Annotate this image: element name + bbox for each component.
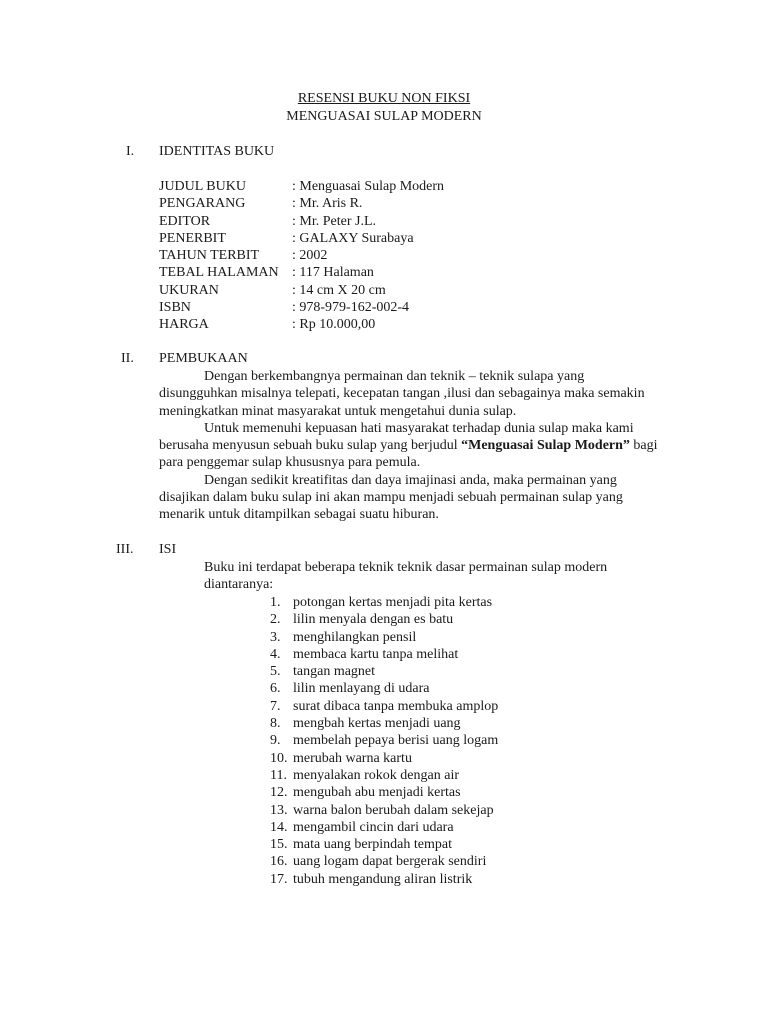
list-item [270,594,498,611]
identity-label: EDITOR [159,213,211,229]
identity-label: TAHUN TERBIT [159,248,260,264]
list-text: potongan kertas menjadi pita kertas [293,595,493,610]
identity-label: PENERBIT [159,230,226,246]
list-text: membelah pepaya berisi uang logam [293,733,499,749]
book-title-heading: MENGUASAI SULAP MODERN [286,109,482,124]
list-item [270,629,498,646]
identity-label: TEBAL HALAMAN [159,265,279,281]
section-number-identitas: I. [126,144,135,159]
isi-intro: Buku ini terdapat beberapa teknik teknik dasar permainan sulap modern diantaranya: [204,560,608,593]
list-item [270,853,498,870]
list-text: mengubah abu menjadi kertas [293,785,461,801]
paragraph-text: Untuk memenuhi kepuasan hati masyarakat terhadap dunia sulap maka kami berusaha menyusun sebuah buku sulap yang berjudul [159,420,634,454]
list-item [270,663,498,680]
section-number-isi: III. [116,542,134,557]
list-text: uang logam dapat bergerak sendiri [293,854,487,870]
list-number: 12. [270,785,288,801]
list-number: 14. [270,819,288,835]
identity-value: : Rp 10.000,00 [292,317,376,333]
identity-label: HARGA [159,317,209,333]
list-item [270,732,498,749]
list-text: menyalakan rokok dengan air [293,767,459,783]
list-number: 8. [270,716,281,732]
identity-label: ISBN [159,300,191,316]
identity-value: : 117 Halaman [292,265,374,281]
list-number: 10. [270,750,288,766]
identity-label: JUDUL BUKU [159,179,246,194]
list-number: 13. [270,802,288,818]
list-number: 16. [270,854,288,870]
list-number: 5. [270,664,281,680]
list-text: lilin menyala dengan es batu [293,612,454,628]
list-text: membaca kartu tanpa melihat [293,646,459,662]
list-number: 11. [270,767,287,783]
section-title-isi: ISI [159,542,177,557]
pembukaan-body [159,368,659,524]
list-item [270,767,498,784]
section-title-pembukaan: PEMBUKAAN [159,351,248,366]
identity-value: : Mr. Aris R. [292,196,363,212]
list-item [270,836,498,853]
identity-value: : 2002 [292,248,328,264]
list-number: 4. [270,646,281,662]
list-item [270,698,498,715]
list-text: tangan magnet [293,664,376,680]
list-number: 1. [270,595,281,610]
pembukaan-paragraph-3: Dengan sedikit kreatifitas dan daya imajinasi anda, maka permainan yang disajikan dalam buku sulap ini akan mampu menjadi sebuah permainan sulap yang menarik untuk ditampilkan sebagai suatu hiburan. [159,472,623,523]
technique-list [270,594,498,888]
list-text: warna balon berubah dalam sekejap [293,802,494,818]
document-title: RESENSI BUKU NON FIKSI [297,91,471,106]
identity-value: : 978-979-162-002-4 [292,300,410,316]
identity-value: : Menguasai Sulap Modern [292,179,445,194]
list-item [270,802,498,819]
identity-value: : GALAXY Surabaya [292,230,414,246]
list-number: 17. [270,871,288,887]
list-text: mata uang berpindah tempat [293,837,452,853]
list-number: 3. [270,629,281,645]
identity-label: PENGARANG [159,196,246,212]
list-text: mengambil cincin dari udara [293,819,454,835]
list-text: lilin menlayang di udara [293,681,430,697]
list-item [270,611,498,628]
list-text: mengbah kertas menjadi uang [293,716,461,732]
list-number: 2. [270,612,281,628]
pembukaan-paragraph-1: Dengan berkembangnya permainan dan teknik – teknik sulapa yang disungguhkan misalnya telepati, kecepatan tangan ,ilusi dan sebagainya maka semakin meningkatkan minat masyarakat untuk mengetahui dunia sulap. [159,369,645,419]
list-item [270,680,498,697]
book-title-bold: “Menguasai Sulap Modern” [461,438,630,454]
section-title-identitas: IDENTITAS BUKU [159,144,275,159]
list-item [270,819,498,836]
list-number: 6. [270,681,281,697]
identity-value: : 14 cm X 20 cm [292,282,386,298]
identity-label: UKURAN [159,282,219,298]
list-number: 15. [270,837,288,853]
paragraph-text: bagi para penggemar sulap khususnya para pemula. [159,438,658,471]
list-item [270,871,498,888]
list-text: merubah warna kartu [293,750,412,766]
list-item [270,784,498,801]
pembukaan-paragraph-2 [159,420,659,472]
list-item [270,750,498,767]
list-text: tubuh mengandung aliran listrik [293,871,473,887]
list-item [270,646,498,663]
identity-value: : Mr. Peter J.L. [292,213,376,229]
list-number: 7. [270,698,281,714]
list-text: menghilangkan pensil [293,629,417,645]
list-text: surat dibaca tanpa membuka amplop [293,698,499,714]
section-number-pembukaan: II. [121,351,134,366]
list-number: 9. [270,733,281,749]
list-item [270,715,498,732]
